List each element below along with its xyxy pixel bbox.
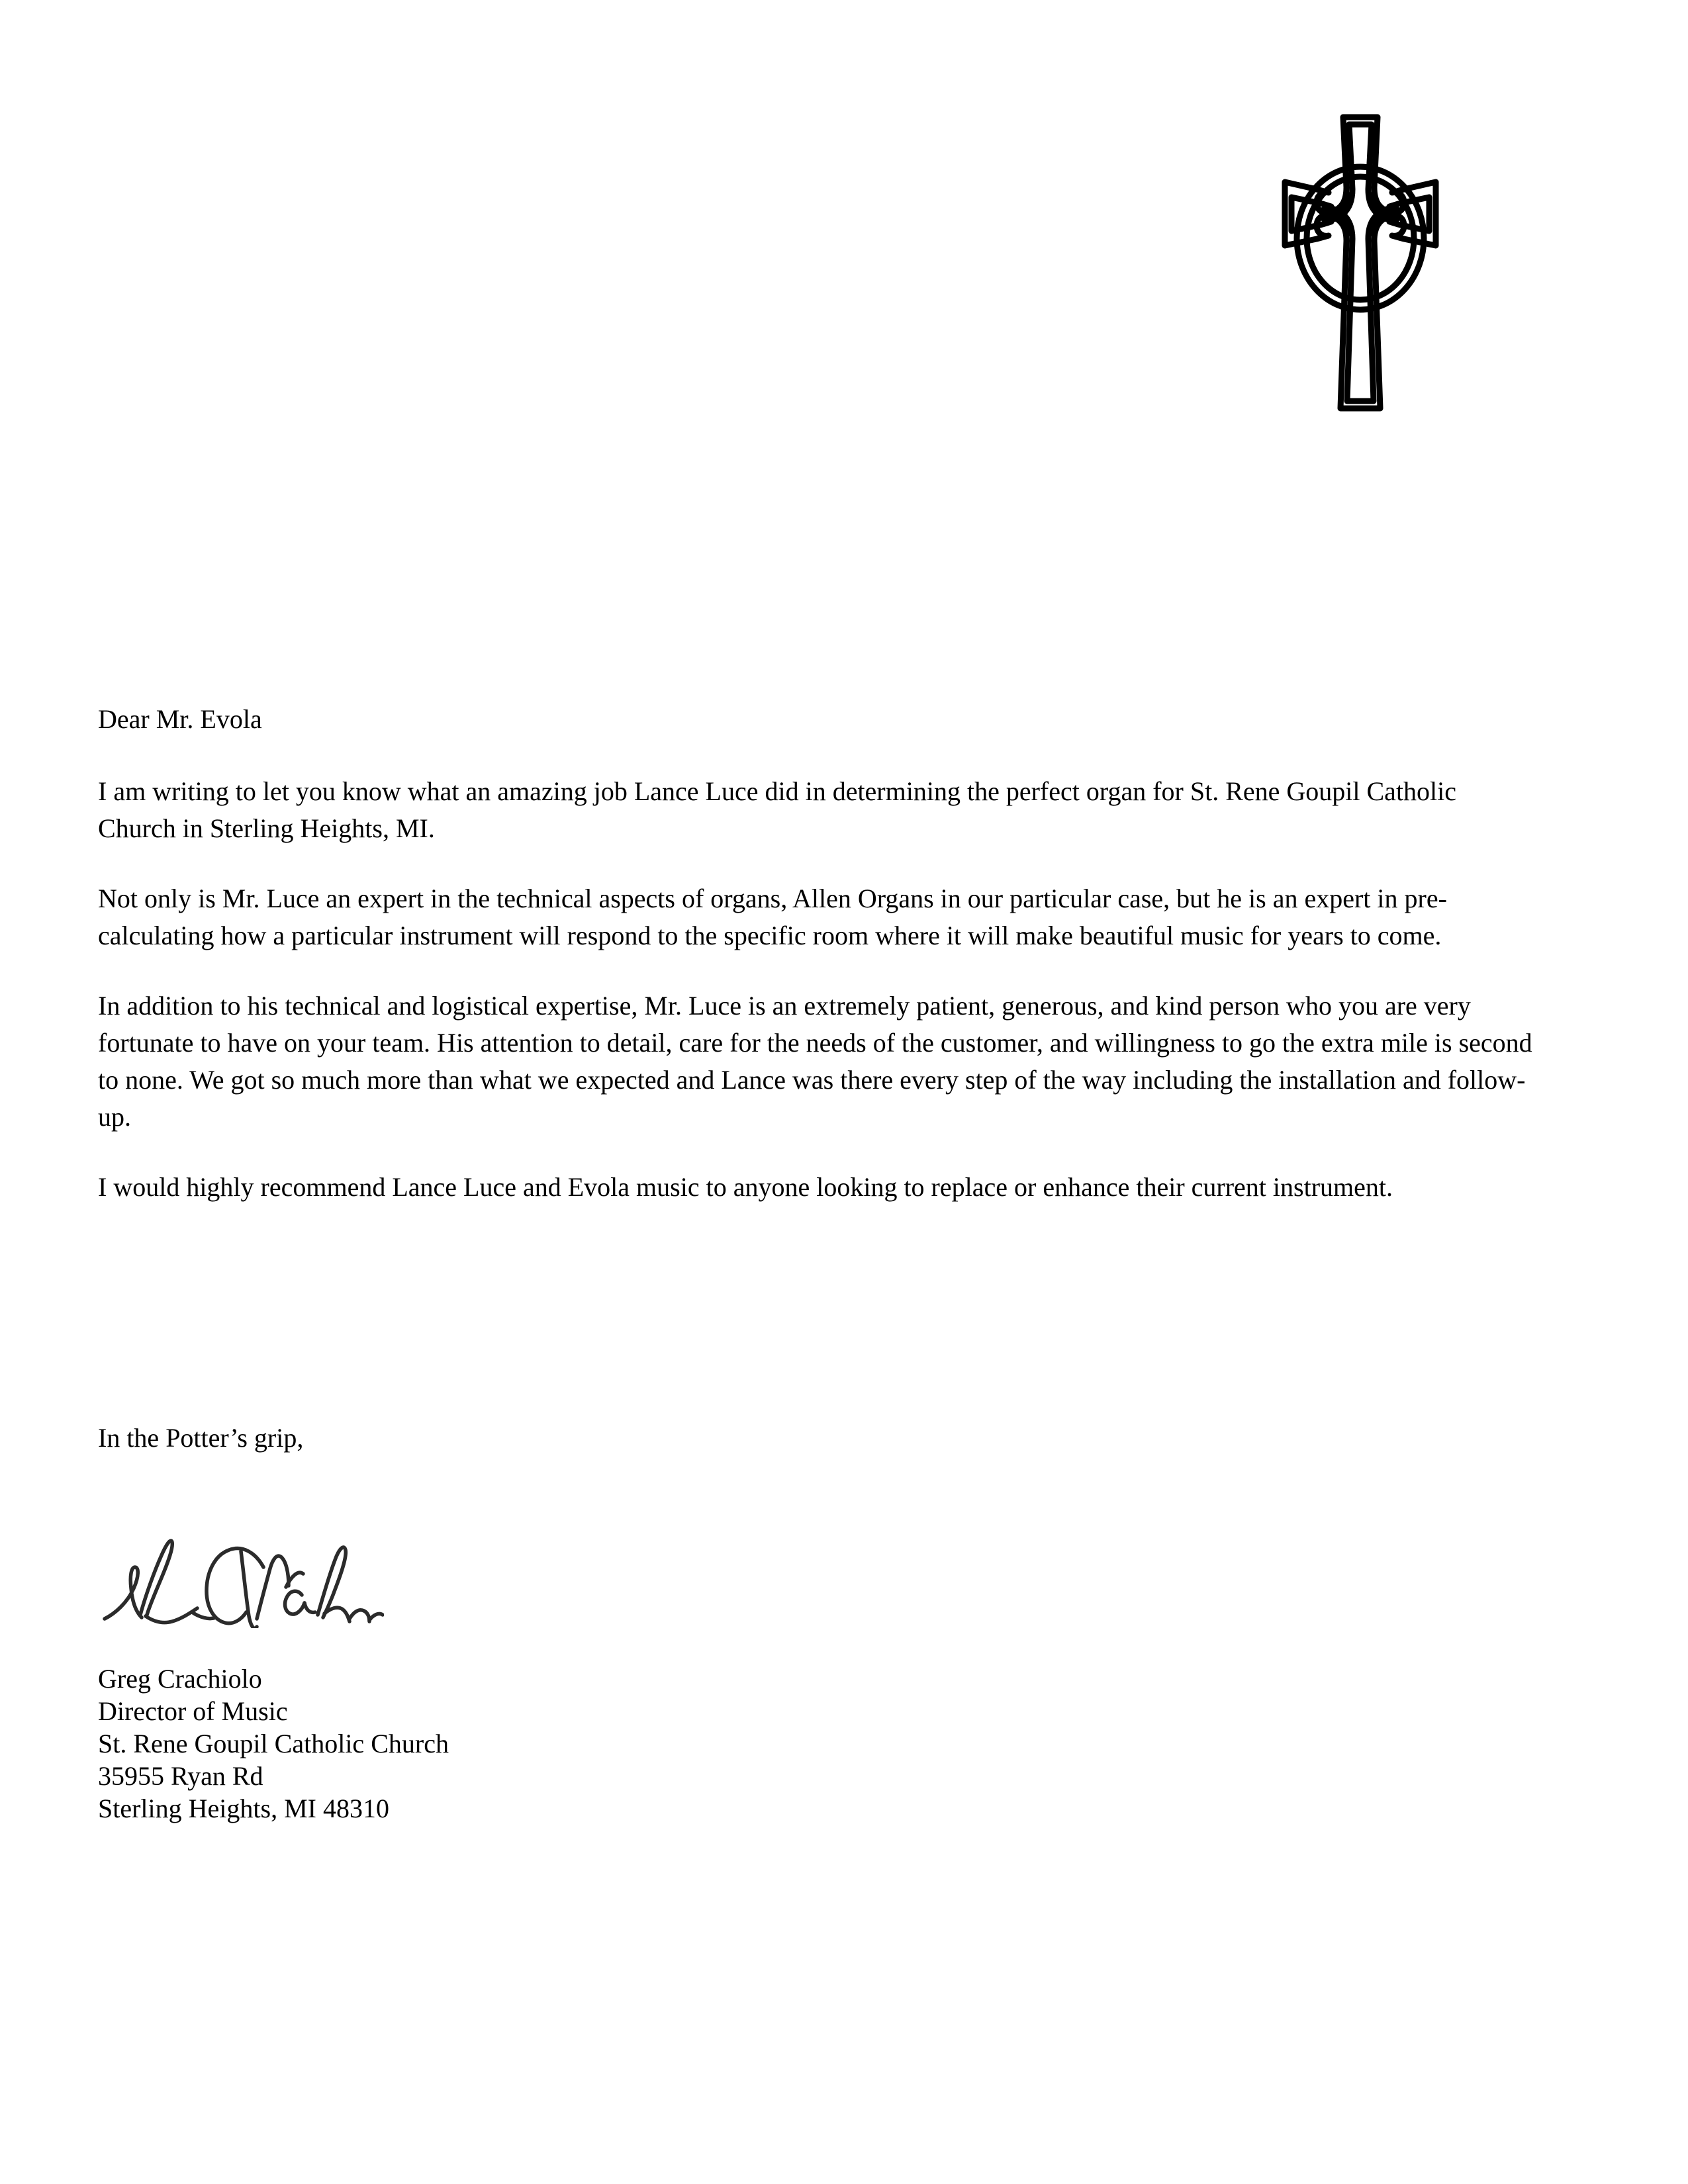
celtic-cross-logo (1274, 109, 1446, 427)
signature-street-address: 35955 Ryan Rd (98, 1761, 263, 1791)
letter-body (98, 703, 1538, 1206)
signature-organization: St. Rene Goupil Catholic Church (98, 1729, 449, 1758)
signature-title: Director of Music (98, 1696, 288, 1726)
closing-line: In the Potter’s grip, (98, 1423, 304, 1453)
body-paragraph-2: Not only is Mr. Luce an expert in the technical aspects of organs, Allen Organs in our particular case, but he is an expert in pre-calculating how a particular instrument will respond to the specific room where it will make beautiful music for years to come. (98, 884, 1447, 950)
signature-city-state-zip: Sterling Heights, MI 48310 (98, 1794, 389, 1823)
salutation: Dear Mr. Evola (98, 704, 262, 734)
letterhead (0, 0, 1688, 463)
closing-block (98, 1422, 892, 1455)
body-paragraph-3: In addition to his technical and logistical expertise, Mr. Luce is an extremely patient, generous, and kind person who you are very fortunate to have on your team. His attention to detail, care for the needs of the customer, and willingness to go the extra mile is second to none. We got so much more than what we expected and Lance was there every step of the way including the installation and follow-up. (98, 991, 1532, 1132)
handwritten-signature (93, 1489, 384, 1628)
signature-block (98, 1662, 892, 1825)
signature-name: Greg Crachiolo (98, 1664, 262, 1694)
body-paragraph-1: I am writing to let you know what an amazing job Lance Luce did in determining the perfect organ for St. Rene Goupil Catholic Church in Sterling Heights, MI. (98, 776, 1457, 843)
body-paragraph-4: I would highly recommend Lance Luce and Evola music to anyone looking to replace or enhance their current instrument. (98, 1172, 1393, 1202)
